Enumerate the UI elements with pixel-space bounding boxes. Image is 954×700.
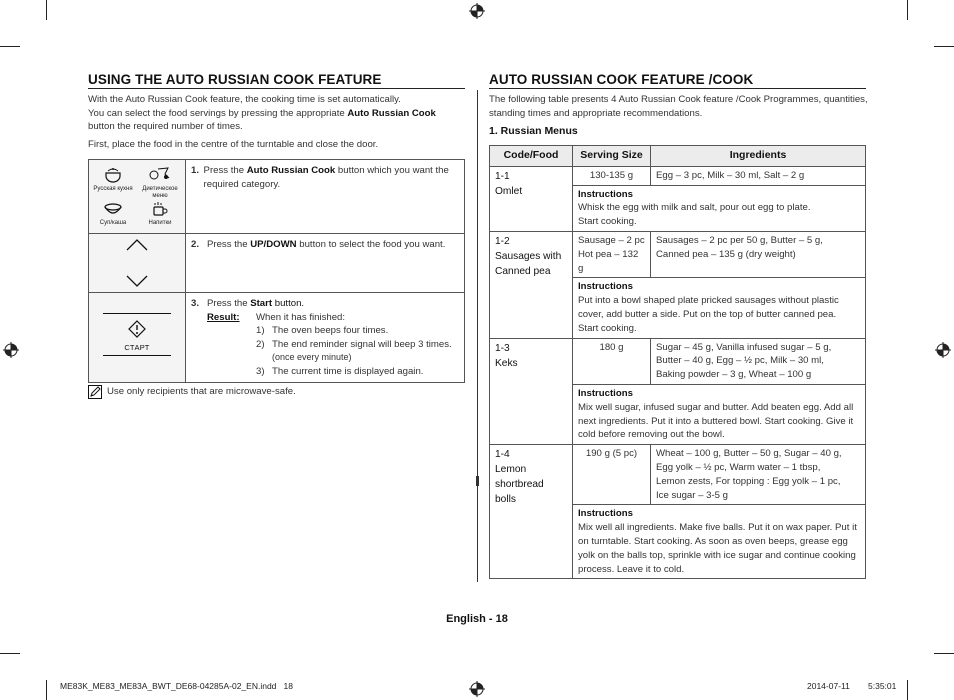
left-intro-line1: With the Auto Russian Cook feature, the cooking time is set automatically. — [88, 94, 401, 105]
note-text: Use only recipients that are microwave-safe. — [107, 386, 296, 397]
column-divider — [477, 90, 478, 582]
left-intro — [88, 93, 465, 151]
up-arrow-icon[interactable] — [125, 238, 149, 252]
start-panel-cell — [89, 293, 186, 383]
soup-porridge-label: Суп/каша — [99, 219, 127, 226]
serving-cell: Sausage – 2 pc Hot pea – 132 g — [573, 231, 651, 277]
steps-table — [88, 159, 465, 383]
header-serving-size: Serving Size — [573, 146, 651, 167]
table-row — [490, 445, 866, 505]
code-cell: 1-3 Keks — [490, 338, 573, 445]
registration-mark-icon — [3, 342, 19, 358]
left-intro-line3: First, place the food in the centre of the turntable and close the door. — [88, 138, 379, 150]
start-label: СТАРТ — [124, 342, 150, 352]
table-header-row — [490, 146, 866, 167]
drinks-icon — [151, 200, 169, 218]
updown-panel-cell — [89, 234, 186, 293]
crop-mark — [934, 653, 954, 654]
russian-cuisine-label: Русская кухня — [93, 185, 133, 192]
instructions-cell: Instructions Mix well all ingredients. Make five balls. Put it on wax paper. Put it on turntable. Start cooking. As soon as oven beeps, grease egg yolk on the balls top, sprinkle with ice sugar and continue cooking process. Leave it to cold. — [573, 505, 866, 579]
instructions-cell: Instructions Whisk the egg with milk and salt, pour out egg to plate. Start cooking. — [573, 185, 866, 231]
page-number: English - 18 — [446, 613, 508, 625]
result-label: Result: — [207, 311, 240, 323]
diet-menu-label: Диетическое меню — [142, 185, 178, 199]
category-panel — [90, 162, 184, 232]
category-panel-cell — [89, 160, 186, 234]
cook-table — [489, 145, 866, 579]
table-row — [490, 338, 866, 384]
table-row — [490, 231, 866, 277]
start-panel — [90, 308, 184, 368]
step-3-text: 3. Press the Start button. Result: When it has finished: 1) The oven beeps four times. 2) The end reminder signal will beep 3 times. (once every minute) 3) The current time is displayed again. — [186, 293, 465, 383]
code-cell: 1-4 Lemon shortbread bolls — [490, 445, 573, 579]
crop-mark — [907, 0, 908, 20]
result-intro: When it has finished: — [256, 311, 346, 323]
registration-mark-icon — [935, 342, 951, 358]
registration-mark-icon — [469, 3, 485, 19]
left-intro-line2: You can select the food servings by pressing the appropriate Auto Russian Cook button the required number of times. — [88, 107, 436, 132]
down-arrow-icon[interactable] — [125, 274, 149, 288]
table-row — [490, 166, 866, 185]
print-date: 2014-07-11 — [807, 681, 850, 691]
russian-menus-heading: 1. Russian Menus — [489, 125, 578, 137]
drinks-label: Напитки — [148, 219, 172, 226]
right-section-title: AUTO RUSSIAN COOK FEATURE /COOK — [489, 72, 754, 87]
ingredients-cell: Wheat – 100 g, Butter – 50 g, Sugar – 40 g, Egg yolk – ½ pc, Warm water – 1 tbsp, Lemon zests, For topping : Egg yolk – 1 pc, Ice sugar – 3-5 g — [651, 445, 866, 505]
crop-mark — [0, 46, 20, 47]
diet-menu-icon — [148, 166, 172, 182]
registration-mark-icon — [469, 681, 485, 697]
ingredients-cell: Sugar – 45 g, Vanilla infused sugar – 5 g, Butter – 40 g, Egg – ½ pc, Milk – 30 ml, Baking powder – 3 g, Wheat – 100 g — [651, 338, 866, 384]
instructions-cell: Instructions Put into a bowl shaped plate pricked sausages without plastic cover, add butter a side. Put on the top of butter canned pea. Start cooking. — [573, 278, 866, 338]
soup-porridge-icon — [103, 202, 123, 216]
left-section-title: USING THE AUTO RUSSIAN COOK FEATURE — [88, 72, 382, 87]
note-icon — [88, 385, 102, 399]
crop-mark — [934, 46, 954, 47]
ingredients-cell: Egg – 3 pc, Milk – 30 ml, Salt – 2 g — [651, 166, 866, 185]
code-cell: 1-1 Omlet — [490, 166, 573, 231]
step-row — [89, 234, 465, 293]
crop-mark — [0, 653, 20, 654]
start-line-top — [103, 313, 171, 314]
start-icon[interactable] — [128, 320, 146, 338]
column-divider-tick — [476, 476, 479, 486]
header-ingredients: Ingredients — [651, 146, 866, 167]
result-list: 1) The oven beeps four times. 2) The end reminder signal will beep 3 times. (once every minute) 3) The current time is displayed again. — [256, 325, 452, 377]
step-row — [89, 293, 465, 383]
russian-cuisine-icon — [104, 167, 122, 183]
print-time: 5:35:01 — [868, 681, 897, 691]
step-2-text: 2. Press the UP/DOWN button to select the food you want. — [186, 234, 465, 293]
file-name: ME83K_ME83_ME83A_BWT_DE68-04285A-02_EN.indd 18 — [60, 681, 293, 691]
left-title-rule — [88, 88, 465, 89]
crop-mark — [46, 0, 47, 20]
crop-mark — [46, 680, 47, 700]
start-line-bottom — [103, 355, 171, 356]
right-intro: The following table presents 4 Auto Russian Cook feature /Cook Programmes, quantities, standing times and appropriate recommendations. — [489, 94, 868, 119]
serving-cell: 180 g — [573, 338, 651, 384]
step-1-text: 1. Press the Auto Russian Cook button which you want the required category. — [186, 160, 465, 234]
crop-mark — [907, 680, 908, 700]
instructions-cell: Instructions Mix well sugar, infused sugar and butter. Add beaten egg. Add all next ingredients. Put it into a buttered bowl. Start cooking. Give it cold before removing out the bowl. — [573, 384, 866, 444]
header-code-food: Code/Food — [490, 146, 573, 167]
step-row — [89, 160, 465, 234]
right-title-rule — [489, 88, 866, 89]
serving-cell: 130-135 g — [573, 166, 651, 185]
serving-cell: 190 g (5 pc) — [573, 445, 651, 505]
code-cell: 1-2 Sausages with Canned pea — [490, 231, 573, 338]
updown-panel — [90, 235, 184, 291]
ingredients-cell: Sausages – 2 pc per 50 g, Butter – 5 g, Canned pea – 135 g (dry weight) — [651, 231, 866, 277]
